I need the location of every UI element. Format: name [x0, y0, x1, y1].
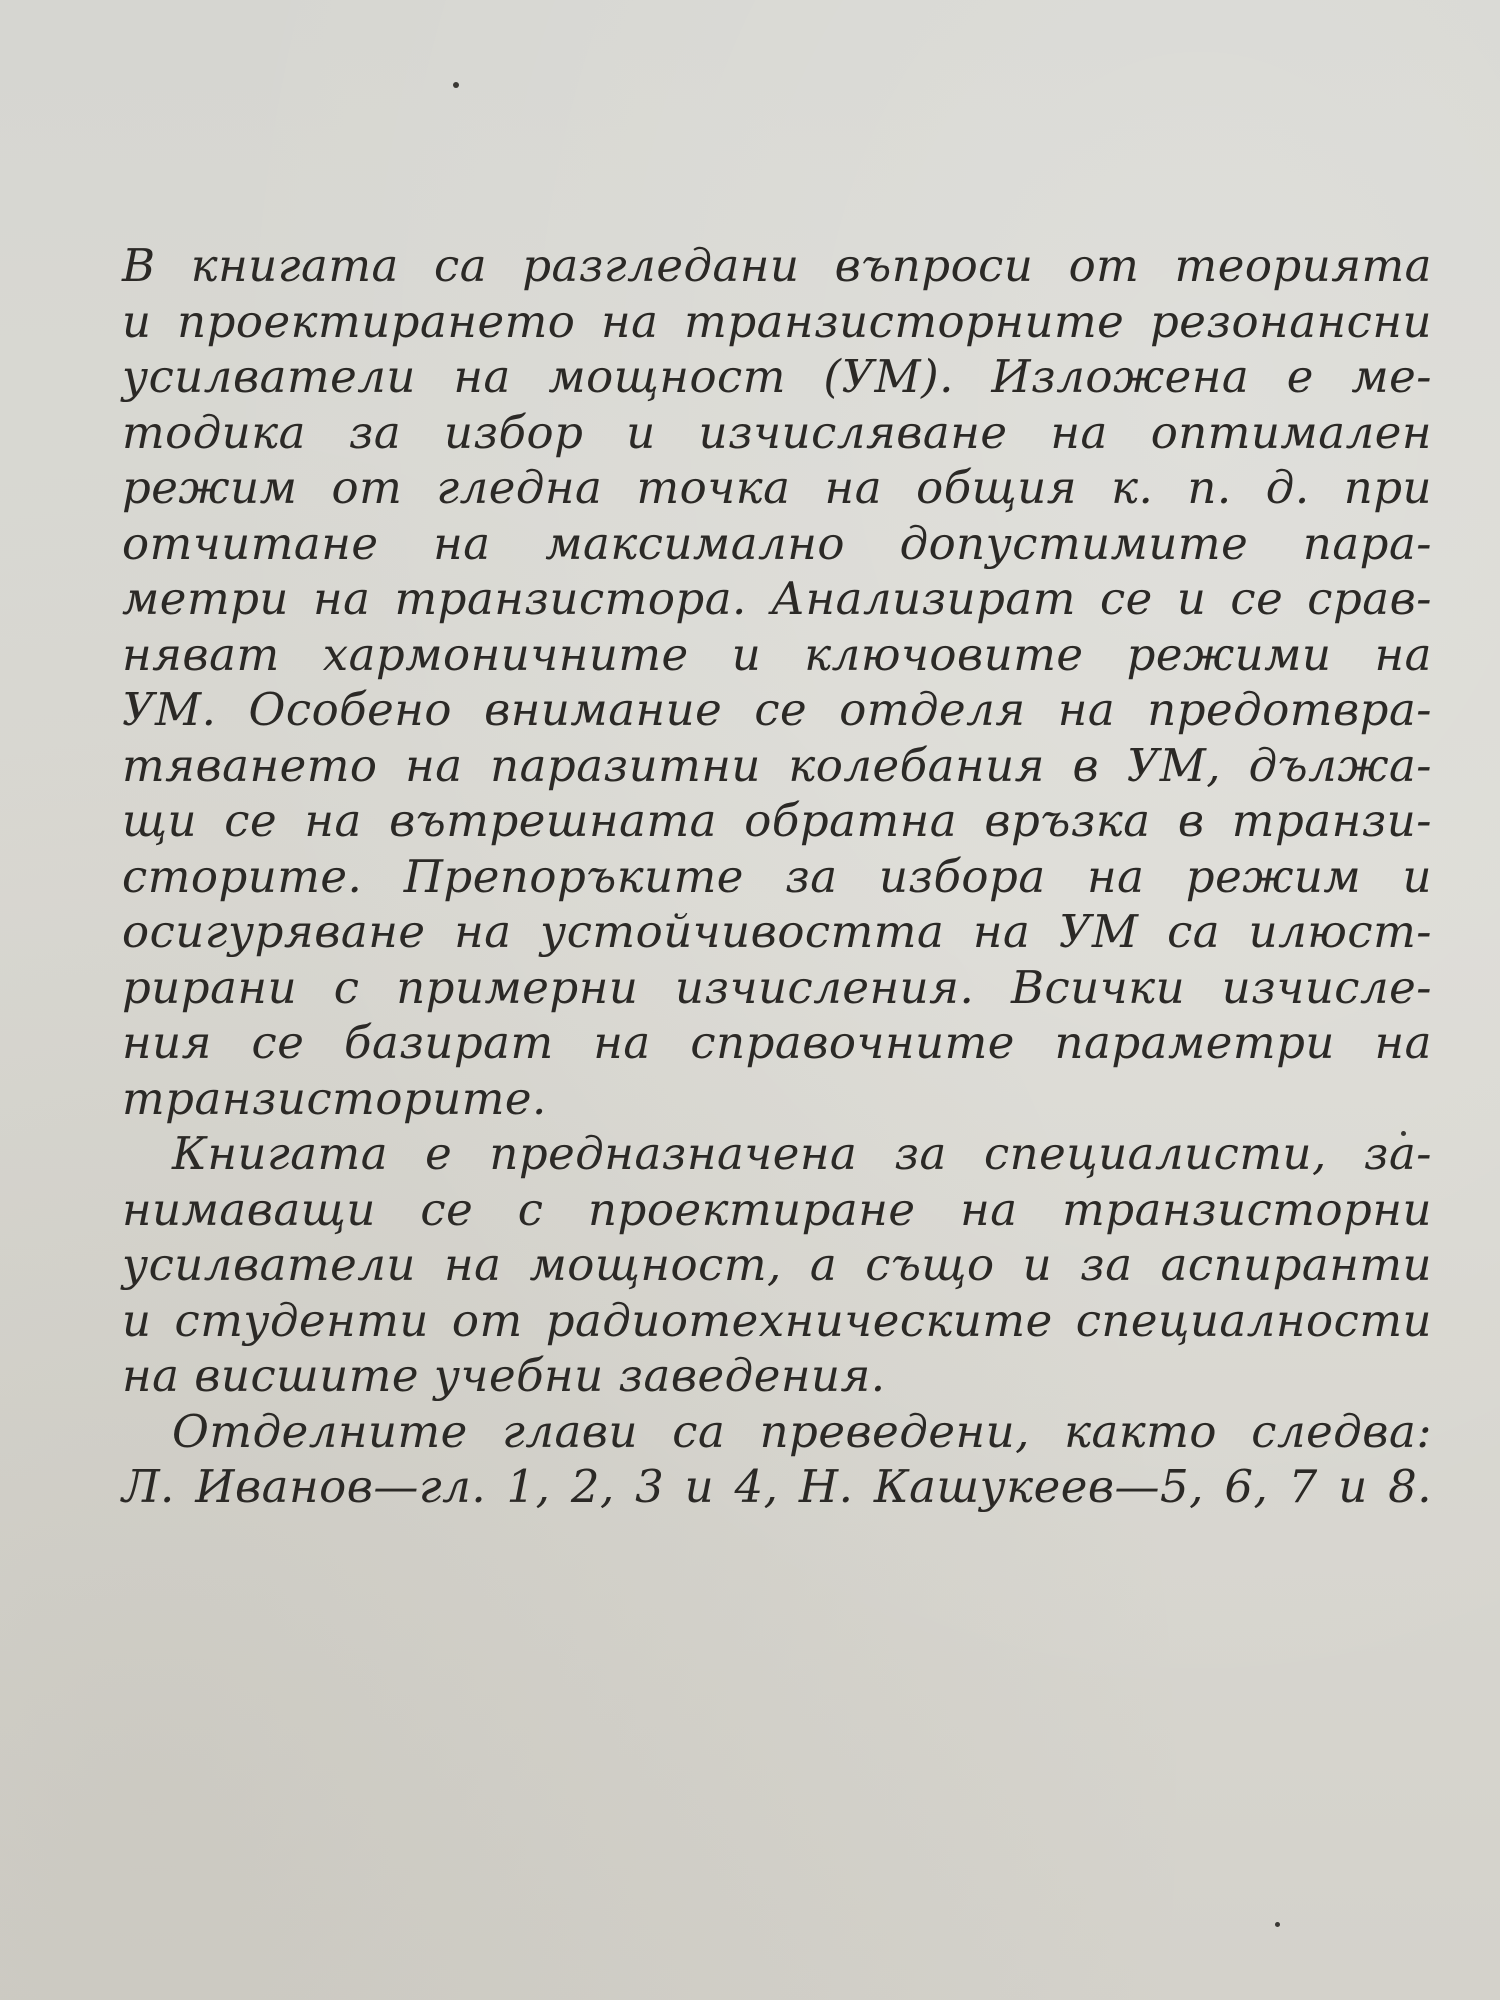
- text-line: ния се базират на справочните параметри на: [122, 1016, 1432, 1069]
- text-line: тодика за избор и изчисляване на оптимален: [122, 405, 1432, 459]
- text-line: няват хармоничните и ключовите режими на: [122, 627, 1432, 681]
- paragraph-abstract: [122, 238, 1432, 1126]
- text-line: Отделните глави са преведени, както следва:: [172, 1404, 1432, 1458]
- ink-speck: [1275, 1922, 1280, 1927]
- text-line: метри на транзистора. Анализират се и се срав-: [122, 572, 1432, 625]
- text-line: Л. Иванов—гл. 1, 2, 3 и 4, Н. Кашукеев—5, 6, 7 и 8.: [122, 1460, 1432, 1513]
- text-line: осигуряване на устойчивостта на УМ са илюст-: [122, 905, 1432, 958]
- text-line: усилватели на мощност (УМ). Изложена е ме-: [122, 350, 1432, 403]
- text-line: транзисторите.: [122, 1071, 547, 1125]
- text-line: Книгата е предназначена за специалисти, за-: [172, 1127, 1432, 1180]
- text-line: и проектирането на транзисторните резонансни: [122, 294, 1432, 348]
- paragraph-translators: [122, 1404, 1432, 1515]
- text-line: щи се на вътрешната обратна връзка в транзи-: [122, 794, 1432, 847]
- ink-speck: [453, 82, 459, 88]
- text-line: усилватели на мощност, а също и за аспиранти: [122, 1238, 1432, 1291]
- text-line: режим от гледна точка на общия к. п. д. при: [122, 461, 1432, 514]
- annotation-text: [122, 238, 1432, 1515]
- text-line: УМ. Особено внимание се отделя на предотвра-: [122, 683, 1432, 736]
- text-line: тяването на паразитни колебания в УМ, дължа-: [122, 738, 1432, 792]
- text-line: на висшите учебни заведения.: [122, 1349, 886, 1402]
- paragraph-audience: [122, 1126, 1432, 1404]
- text-line: и студенти от радиотехническите специалности: [122, 1293, 1432, 1347]
- text-line: сторите. Препоръките за избора на режим и: [122, 849, 1432, 903]
- text-line: В книгата са разгледани въпроси от теорията: [122, 239, 1432, 292]
- text-line: нимаващи се с проектиране на транзисторни: [122, 1182, 1432, 1236]
- text-line: отчитане на максимално допустимите пара-: [122, 516, 1432, 570]
- text-line: рирани с примерни изчисления. Всички изчисле-: [122, 960, 1432, 1014]
